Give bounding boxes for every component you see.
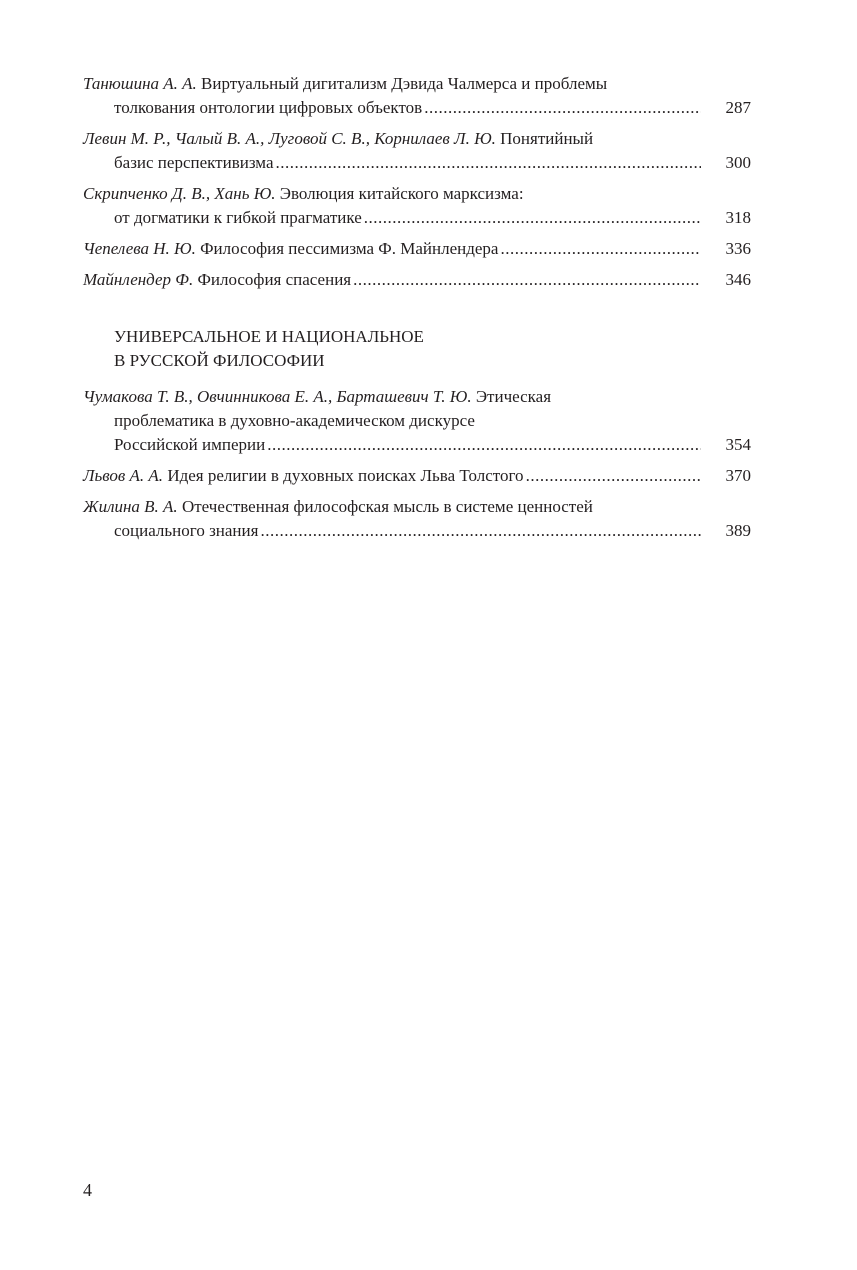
toc-entry-first-line [83,385,751,409]
toc-entry-author: Левин М. Р., Чалый В. А., Луговой С. В., Корнилаев Л. Ю. [83,129,496,148]
toc-entry-leader-line [83,96,751,120]
toc-dot-leader [364,206,701,230]
toc-entry-first-line [83,72,751,96]
toc-page-number: 354 [725,435,751,454]
toc-entry-leader-line [83,433,751,457]
toc-entry-first-line [83,495,751,519]
toc-entry-leader-line [83,519,751,543]
toc-page-number: 287 [725,98,751,117]
toc-entry-text [83,237,498,261]
toc-entry-title: Философия спасения [197,270,352,289]
toc-entry-author: Чепелева Н. Ю. [83,239,196,258]
section-heading-line: В РУССКОЙ ФИЛОСОФИИ [114,351,325,370]
toc-entry-text [83,464,524,488]
toc-entry-author: Жилина В. А. [83,497,178,516]
section-heading-line: УНИВЕРСАЛЬНОЕ И НАЦИОНАЛЬНОЕ [114,327,424,346]
toc-entry-author: Танюшина А. А. [83,74,197,93]
table-of-contents [83,72,751,550]
toc-entry-title: Философия пессимизма Ф. Майнлендера [200,239,499,258]
toc-page-number: 300 [725,153,751,172]
toc-entry-title: Идея религии в духовных поисках Льва Толстого [167,466,524,485]
page-number-folio: 4 [83,1180,92,1200]
toc-entry[interactable] [83,182,751,230]
toc-entry-title: проблематика в духовно-академическом дискурсе [114,411,475,430]
toc-entry-title: социального знания [114,521,259,540]
toc-dot-leader [424,96,701,120]
toc-page-number: 346 [725,270,751,289]
toc-entry[interactable] [83,237,751,261]
toc-entry-author: Львов А. А. [83,466,164,485]
section-heading [83,325,751,373]
toc-entry-title: Отечественная философская мысль в системе ценностей [181,497,593,516]
toc-entry-leader-line [83,237,751,261]
toc-entry-author: Майнлендер Ф. [83,270,194,289]
toc-entry-title: толкования онтологии цифровых объектов [114,98,423,117]
toc-entry-author: Чумакова Т. В., Овчинникова Е. А., Барташевич Т. Ю. [83,387,472,406]
toc-entry-title: Эволюция китайского марксизма: [279,184,524,203]
toc-entry-leader-line [83,151,751,175]
toc-entry[interactable] [83,72,751,120]
toc-dot-leader [500,237,701,261]
toc-dot-leader [353,268,701,292]
toc-entry-author: Скрипченко Д. В., Хань Ю. [83,184,276,203]
toc-entry[interactable] [83,464,751,488]
toc-entry-leader-line [83,464,751,488]
toc-page-number: 370 [725,466,751,485]
toc-entry-title: базис перспективизма [114,153,274,172]
toc-entry-text [83,268,351,292]
toc-entry[interactable] [83,127,751,175]
toc-page-number: 336 [725,239,751,258]
toc-entry-title: от догматики к гибкой прагматике [114,208,362,227]
toc-entry-title: Российской империи [114,435,266,454]
toc-page-number: 318 [725,208,751,227]
toc-dot-leader [260,519,701,543]
toc-entry[interactable] [83,385,751,457]
toc-entry-first-line [83,182,751,206]
toc-entry-leader-line [83,206,751,230]
toc-dot-leader [526,464,701,488]
toc-entry[interactable] [83,495,751,543]
toc-dot-leader [275,151,701,175]
toc-dot-leader [267,433,701,457]
toc-entry-title: Этическая [475,387,552,406]
toc-entry-first-line [83,127,751,151]
toc-entry[interactable] [83,268,751,292]
toc-entry-title: Виртуальный дигитализм Дэвида Чалмерса и проблемы [201,74,608,93]
toc-page-number: 389 [725,521,751,540]
toc-entry-title: Понятийный [500,129,594,148]
toc-entry-leader-line [83,268,751,292]
